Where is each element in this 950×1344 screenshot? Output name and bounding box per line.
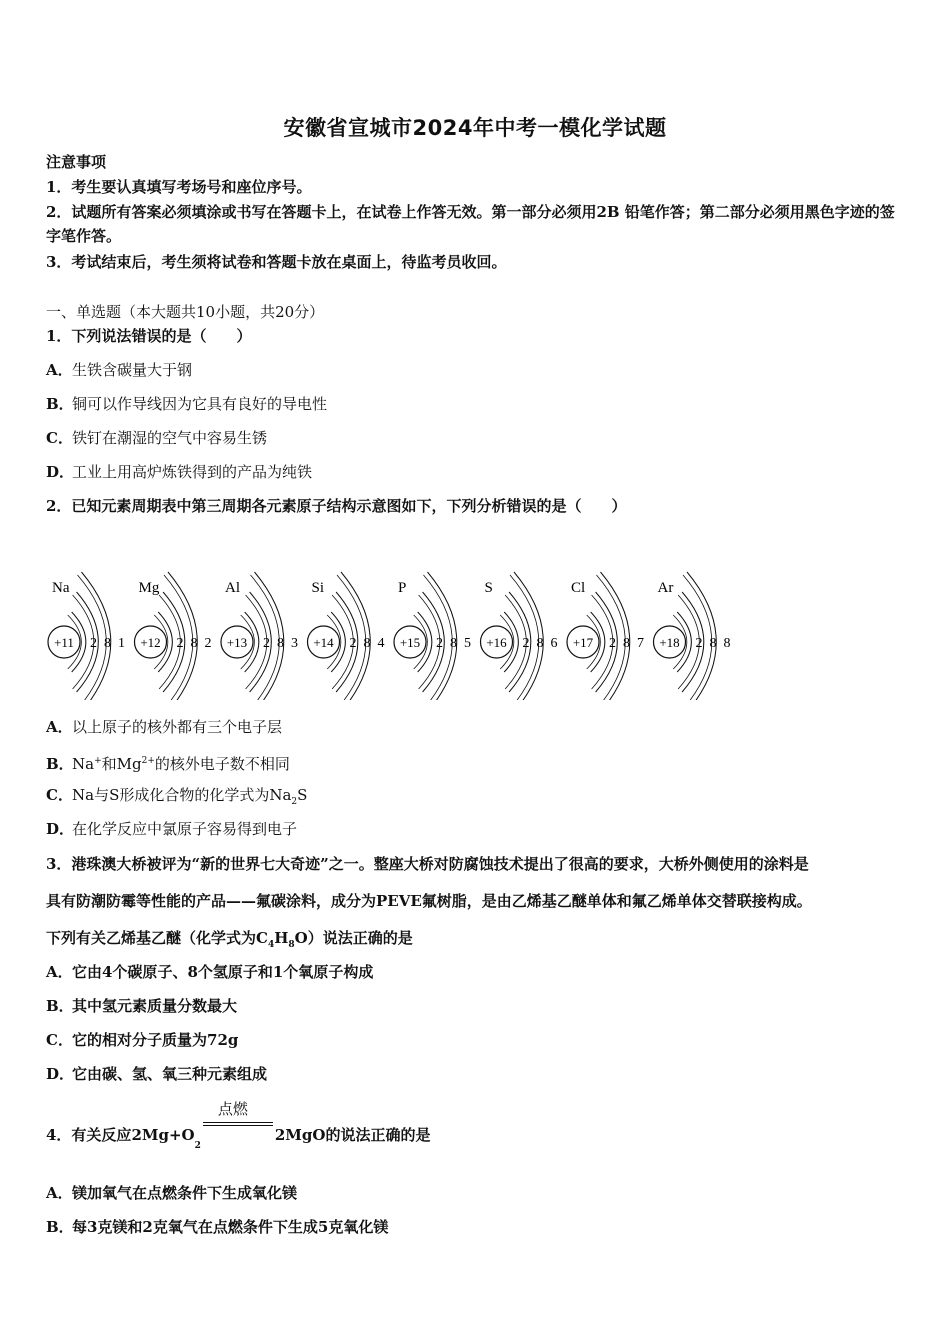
shell-electron-count: 2: [176, 636, 184, 651]
shell-electron-count: 8: [450, 636, 457, 651]
option-letter: B．: [46, 395, 74, 413]
atom-ar: [654, 572, 731, 700]
option-letter: D．: [46, 463, 75, 481]
nucleus-charge: +17: [572, 635, 594, 650]
formula-subscript: 8: [288, 940, 295, 950]
q3-option-d: [46, 1064, 267, 1084]
equals-line-bottom: [203, 1125, 273, 1126]
shell-electron-count: 8: [536, 636, 544, 651]
element-symbol: Cl: [571, 580, 586, 596]
option-text: 铁钉在潮湿的空气中容易生锈: [72, 429, 268, 447]
atom-p: [394, 572, 471, 700]
option-letter: D．: [46, 820, 75, 838]
q2-option-d: [46, 819, 297, 839]
element-symbol: Al: [225, 580, 240, 596]
reaction-condition-arrow: [203, 1098, 273, 1138]
section-heading: 一、单选题（本大题共10小题，共20分）: [46, 303, 325, 321]
atom-s: [481, 572, 558, 700]
shell-electron-count: 8: [709, 636, 717, 651]
nucleus-charge: +18: [659, 635, 680, 650]
option-text-part: Na: [72, 755, 95, 773]
stem-text-part: H: [274, 929, 289, 947]
option-letter: A．: [46, 361, 73, 379]
q2-option-b: [46, 751, 290, 774]
q3-option-a: [46, 962, 373, 982]
option-text: 以上原子的核外都有三个电子层: [72, 718, 283, 736]
q3-stem-line-1: 3．港珠澳大桥被评为“新的世界七大奇迹”之一。整座大桥对防腐蚀技术提出了很高的要求，大桥外侧使用的涂料是: [46, 855, 809, 873]
charge-superscript: +: [94, 756, 102, 766]
shell-electron-count: 2: [90, 636, 97, 651]
option-text: 生铁含碳量大于钢: [72, 361, 193, 379]
element-symbol: Ar: [657, 580, 674, 596]
element-symbol: Si: [311, 580, 325, 596]
shell-electron-count: 5: [464, 636, 471, 651]
element-symbol: P: [398, 580, 407, 596]
shell-electron-count: 8: [104, 636, 111, 651]
nucleus-charge: +14: [313, 635, 334, 650]
option-text-part: S: [297, 786, 308, 804]
q1-option-a: [46, 360, 192, 380]
shell-electron-count: 4: [377, 636, 385, 651]
q1-option-b: [46, 394, 327, 414]
option-letter: A．: [46, 963, 73, 981]
charge-superscript: 2+: [141, 756, 155, 766]
nucleus-charge: +15: [399, 635, 421, 650]
option-letter: C．: [46, 786, 73, 804]
atom-cl: [567, 572, 644, 700]
option-text: 工业上用高炉炼铁得到的产品为纯铁: [72, 463, 313, 481]
shell-electron-count: 8: [623, 636, 630, 651]
stem-text-part: 2MgO的说法正确的是: [274, 1126, 431, 1144]
condition-label: 点燃: [217, 1100, 248, 1118]
option-text: 在化学反应中氯原子容易得到电子: [72, 820, 298, 838]
element-symbol: Mg: [138, 580, 160, 596]
nucleus-charge: +16: [486, 635, 507, 650]
shell-electron-count: 2: [349, 636, 357, 651]
shell-electron-count: 2: [263, 636, 270, 651]
page-title: 安徽省宣城市2024年中考一模化学试题: [283, 116, 667, 140]
stem-text-part: O）说法正确的是: [294, 929, 413, 947]
option-text-part: Na与S形成化合物的化学式为Na: [72, 786, 292, 804]
atom-si: [308, 572, 385, 700]
formula-subscript: 2: [291, 797, 298, 807]
q3-stem-line-2: 具有防潮防霉等性能的产品——氟碳涂料，成分为PEVE氟树脂，是由乙烯基乙醚单体和氟乙烯单体交替联接构成。: [46, 892, 812, 910]
shell-electron-count: 3: [291, 636, 298, 651]
nucleus-charge: +12: [140, 635, 161, 650]
formula-subscript: 4: [267, 940, 275, 950]
shell-electron-count: 6: [550, 636, 558, 651]
q4-option-a: [46, 1183, 297, 1203]
shell-electron-count: 8: [277, 636, 284, 651]
q3-option-b: [46, 996, 237, 1016]
equals-line-top: [203, 1122, 273, 1123]
option-letter: C．: [46, 429, 73, 447]
atom-mg: [135, 572, 212, 700]
notice-2: 2．试题所有答案必须填涂或书写在答题卡上，在试卷上作答无效。第一部分必须用2B 铅笔作答；第二部分必须用黑色字迹的签字笔作答。: [46, 203, 895, 245]
shell-electron-count: 2: [522, 636, 530, 651]
atom-al: [221, 572, 298, 700]
stem-text-part: 下列有关乙烯基乙醚（化学式为C: [46, 929, 268, 947]
q2-option-c: [46, 785, 307, 812]
shell-electron-count: 8: [190, 636, 198, 651]
nucleus-charge: +13: [226, 635, 248, 650]
option-text-part: 的核外电子数不相同: [154, 755, 290, 773]
shell-electron-count: 2: [609, 636, 616, 651]
atom-structure-diagram: [40, 570, 740, 700]
shell-electron-count: 2: [436, 636, 443, 651]
q4-stem: [46, 1098, 431, 1151]
q2-stem: 2．已知元素周期表中第三周期各元素原子结构示意图如下，下列分析错误的是（ ）: [46, 497, 627, 515]
option-letter: B．: [46, 1218, 74, 1236]
shell-electron-count: 8: [723, 636, 731, 651]
notice-1: 1．考生要认真填写考场号和座位序号。: [46, 178, 312, 196]
formula-subscript: 2: [194, 1141, 201, 1151]
nucleus-charge: +11: [54, 635, 74, 650]
q2-option-a: [46, 717, 282, 737]
q1-stem: 1．下列说法错误的是（ ）: [46, 327, 252, 345]
notice-heading: 注意事项: [46, 153, 107, 171]
q3-stem-line-3: [46, 928, 413, 955]
notice-3: 3．考试结束后，考生须将试卷和答题卡放在桌面上，待监考员收回。: [46, 253, 507, 271]
shell-electron-count: 7: [637, 636, 644, 651]
option-text: 它由碳、氢、氧三种元素组成: [72, 1065, 268, 1083]
shell-electron-count: 1: [118, 636, 125, 651]
stem-text-part: 4．有关反应2Mg+O: [46, 1126, 195, 1144]
option-text: 它由4个碳原子、8个氢原子和1个氧原子构成: [72, 963, 374, 981]
option-text-part: 和Mg: [101, 755, 142, 773]
q1-option-c: [46, 428, 267, 448]
option-text: 铜可以作导线因为它具有良好的导电性: [72, 395, 328, 413]
option-text: 镁加氧气在点燃条件下生成氧化镁: [72, 1184, 298, 1202]
atom-na: [48, 572, 125, 700]
shell-electron-count: 2: [695, 636, 703, 651]
shell-electron-count: 8: [363, 636, 371, 651]
shell-electron-count: 2: [204, 636, 212, 651]
q3-option-c: [46, 1030, 238, 1050]
option-letter: A．: [46, 1184, 73, 1202]
option-text: 其中氢元素质量分数最大: [72, 997, 238, 1015]
option-letter: B．: [46, 755, 74, 773]
element-symbol: Na: [52, 580, 70, 596]
q1-option-d: [46, 462, 312, 482]
option-letter: A．: [46, 718, 73, 736]
option-letter: B．: [46, 997, 74, 1015]
q4-option-b: [46, 1217, 388, 1237]
option-text: 它的相对分子质量为72g: [72, 1031, 239, 1049]
option-text: 每3克镁和2克氧气在点燃条件下生成5克氧化镁: [72, 1218, 389, 1236]
option-letter: D．: [46, 1065, 75, 1083]
element-symbol: S: [484, 580, 493, 596]
option-letter: C．: [46, 1031, 73, 1049]
